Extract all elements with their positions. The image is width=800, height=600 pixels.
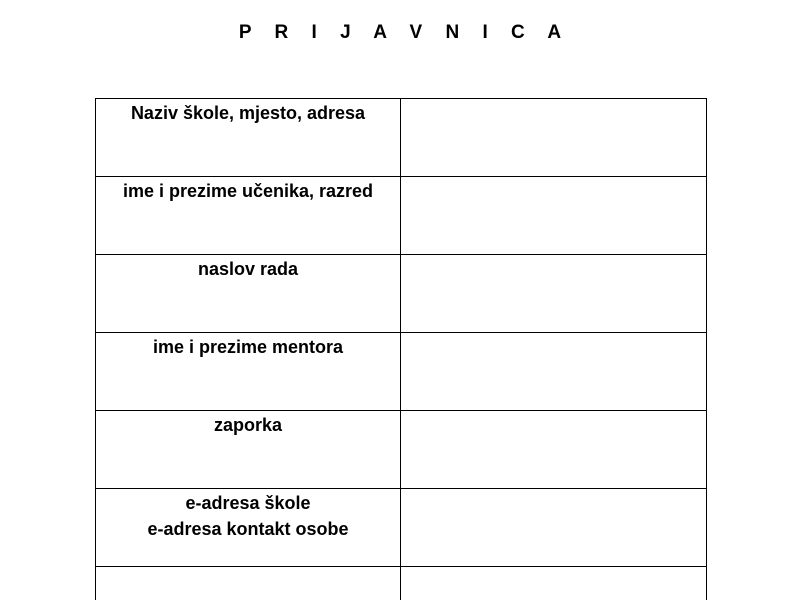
table-row — [96, 567, 707, 600]
field-label-title — [96, 255, 401, 333]
field-value-extra — [401, 567, 707, 600]
field-label-student — [96, 177, 401, 255]
field-label-text: ime i prezime mentora — [152, 337, 344, 357]
field-label-text: Naziv škole, mjesto, adresa — [130, 103, 366, 123]
field-value-school — [401, 99, 707, 177]
field-value-password — [401, 411, 707, 489]
field-value-title — [401, 255, 707, 333]
field-value-student — [401, 177, 707, 255]
field-label-text: naslov rada — [197, 259, 299, 279]
field-value-mentor — [401, 333, 707, 411]
field-label-text: e-adresa škole — [185, 493, 311, 513]
field-label-text: zaporka — [213, 415, 283, 435]
table-row — [96, 333, 707, 411]
field-label-email — [96, 489, 401, 567]
field-value-email — [401, 489, 707, 567]
page-title: P R I J A V N I C A — [238, 22, 571, 43]
field-label-text: e-adresa kontakt osobe — [147, 519, 349, 539]
field-label-school — [96, 99, 401, 177]
field-label-mentor — [96, 333, 401, 411]
table-row — [96, 411, 707, 489]
field-label-extra — [96, 567, 401, 600]
table-row — [96, 177, 707, 255]
table-row — [96, 489, 707, 567]
table-row — [96, 99, 707, 177]
field-label-password — [96, 411, 401, 489]
table-row — [96, 255, 707, 333]
field-label-text: ime i prezime učenika, razred — [122, 181, 374, 201]
application-form-table — [95, 98, 707, 600]
